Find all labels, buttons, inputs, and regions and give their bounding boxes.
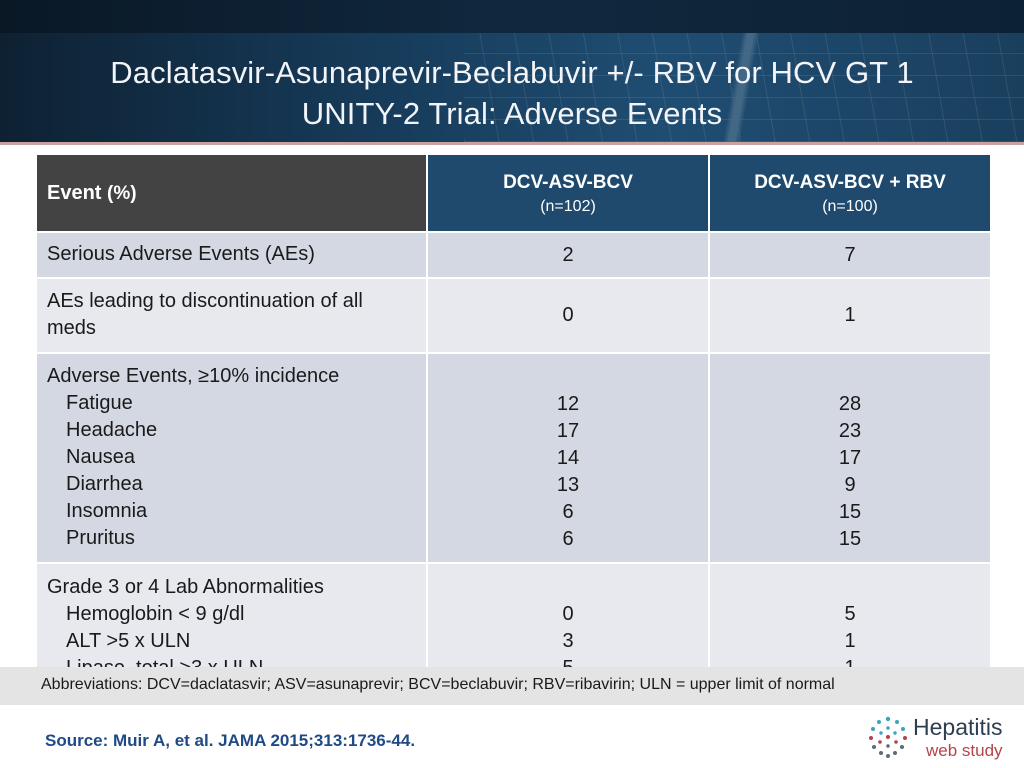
row-value-arm2: 1 bbox=[709, 278, 991, 353]
table-row bbox=[36, 232, 991, 278]
sub-item-value-arm1: 14 bbox=[556, 446, 580, 469]
sub-item-label: Hemoglobin < 9 g/dl bbox=[66, 602, 245, 625]
row-group-adverse-events bbox=[36, 353, 427, 563]
column-header-arm2 bbox=[709, 154, 991, 232]
table-row bbox=[36, 353, 991, 563]
sub-item-value-arm2: 17 bbox=[838, 446, 862, 469]
event-header-label: Event bbox=[47, 181, 102, 204]
group-heading-lab-abnormalities: Grade 3 or 4 Lab Abnormalities bbox=[47, 575, 324, 598]
sub-item-value-arm1: 12 bbox=[556, 392, 580, 415]
source-citation: Source: Muir A, et al. JAMA 2015;313:1736-44. bbox=[45, 731, 416, 750]
logo-word-hepatitis: Hepatitis bbox=[913, 714, 1003, 740]
sub-item-value-arm2: 15 bbox=[838, 527, 862, 550]
sub-item-value-arm2: 5 bbox=[844, 603, 856, 625]
sub-item-label: Fatigue bbox=[66, 392, 133, 414]
sub-item-label: Diarrhea bbox=[66, 473, 143, 495]
row-label-serious-aes: Serious Adverse Events (AEs) bbox=[36, 232, 427, 278]
title-banner bbox=[0, 0, 1024, 142]
row-value-arm1: 0 bbox=[427, 278, 709, 353]
sub-item-value-arm1: 6 bbox=[562, 500, 574, 523]
sub-item-value-arm2: 28 bbox=[838, 392, 862, 415]
group-values-arm2 bbox=[709, 353, 991, 563]
sub-item-value-arm1: 0 bbox=[562, 603, 574, 625]
sub-item-value-arm2: 1 bbox=[844, 630, 856, 652]
sub-item-value-arm1: 13 bbox=[556, 473, 580, 496]
event-header-unit: (%) bbox=[107, 182, 137, 204]
sub-item-value-arm1: 3 bbox=[562, 630, 574, 652]
sub-item-label: Pruritus bbox=[66, 527, 135, 549]
sub-item-value-arm2: 15 bbox=[838, 500, 862, 523]
arm2-name: DCV-ASV-BCV + RBV bbox=[754, 172, 946, 193]
table-row bbox=[36, 278, 991, 353]
arm1-n: (n=102) bbox=[540, 198, 596, 215]
banner-top-strip bbox=[0, 0, 1024, 33]
abbreviations-bar bbox=[0, 667, 1024, 705]
sub-item-label: Insomnia bbox=[66, 500, 148, 522]
table-header-row bbox=[36, 154, 991, 232]
group-values-arm1 bbox=[427, 353, 709, 563]
logo-word-web-study: web study bbox=[926, 741, 1003, 760]
sub-item-value-arm1: 6 bbox=[562, 527, 574, 550]
banner-divider bbox=[0, 142, 1024, 145]
hepatitis-web-study-logo bbox=[866, 712, 1016, 762]
logo-dots-icon bbox=[866, 715, 910, 759]
sub-item-value-arm1: 17 bbox=[556, 419, 580, 442]
arm1-name: DCV-ASV-BCV bbox=[503, 172, 633, 193]
row-label-discontinuation: AEs leading to discontinuation of all meds bbox=[36, 278, 427, 353]
column-header-arm1 bbox=[427, 154, 709, 232]
row-value-arm1: 2 bbox=[427, 232, 709, 278]
column-header-event bbox=[36, 154, 427, 232]
slide-title-line-1: Daclatasvir-Asunaprevir-Beclabuvir +/- RBV for HCV GT 1 bbox=[110, 55, 914, 90]
slide-title-line-2: UNITY-2 Trial: Adverse Events bbox=[301, 96, 723, 131]
sub-item-label: Nausea bbox=[66, 446, 135, 468]
adverse-events-table bbox=[35, 153, 992, 694]
arm2-n: (n=100) bbox=[822, 198, 878, 215]
sub-item-label: ALT >5 x ULN bbox=[66, 629, 191, 652]
row-value-arm2: 7 bbox=[709, 232, 991, 278]
abbreviations-text: Abbreviations: DCV=daclatasvir; ASV=asunaprevir; BCV=beclabuvir; RBV=ribavirin; ULN = upper limit of normal bbox=[41, 676, 835, 693]
sub-item-value-arm2: 23 bbox=[838, 419, 862, 442]
group-heading-adverse-events: Adverse Events, ≥10% incidence bbox=[47, 365, 340, 387]
sub-item-value-arm2: 9 bbox=[844, 473, 856, 496]
sub-item-label: Headache bbox=[66, 419, 158, 441]
